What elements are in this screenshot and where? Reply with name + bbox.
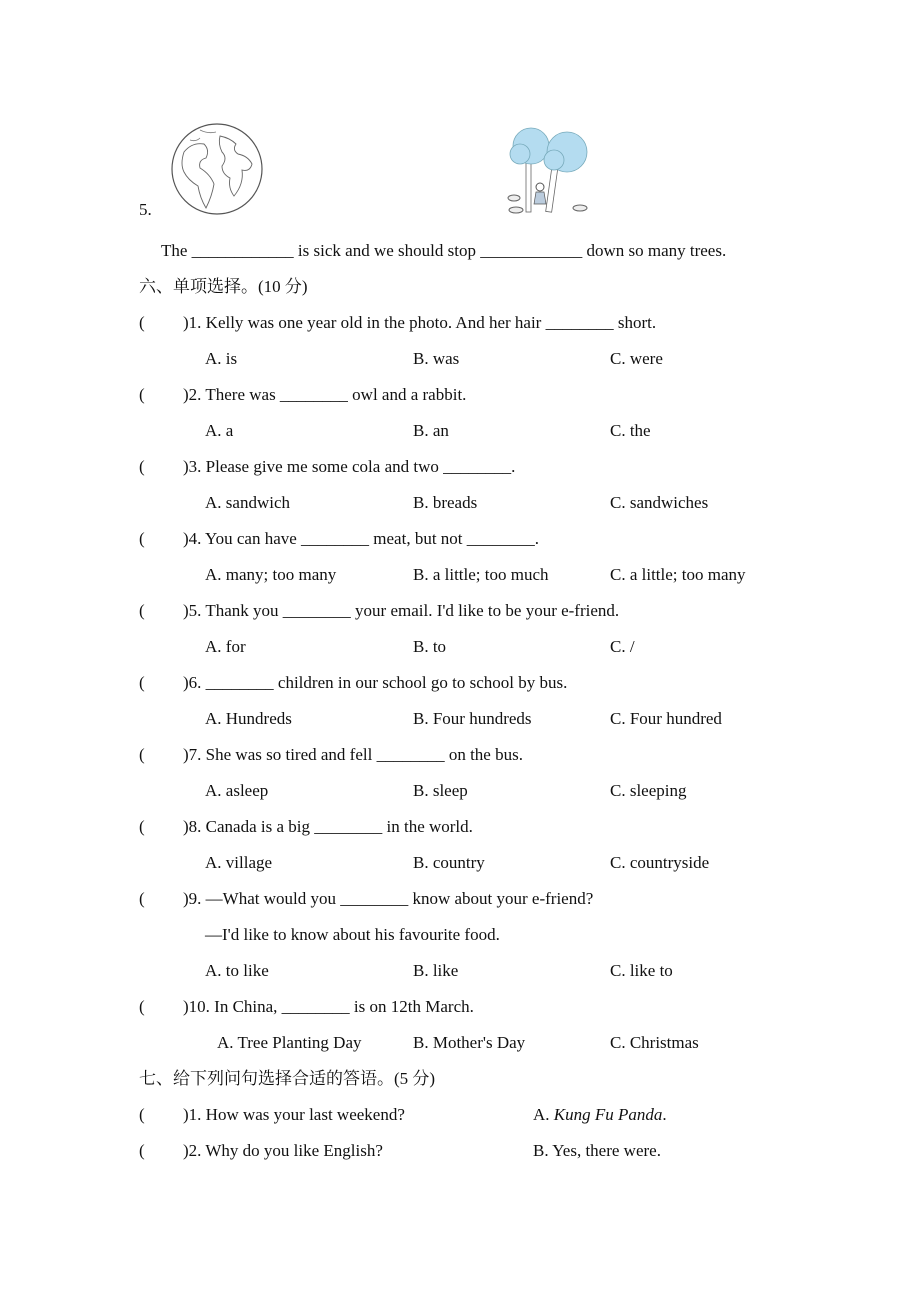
- options-row: [0, 485, 920, 521]
- answer-bracket[interactable]: (: [139, 529, 145, 548]
- answer-bracket[interactable]: (: [139, 457, 145, 476]
- answer-answer-letter: A.: [533, 1105, 554, 1124]
- option-c: C. were: [610, 349, 663, 368]
- answer-bracket[interactable]: (: [139, 385, 145, 404]
- section-heading: 七、给下列问句选择合适的答语。(5 分): [139, 1069, 436, 1088]
- option-a: A. Hundreds: [205, 709, 292, 728]
- question-row: [0, 737, 920, 773]
- question-text: )6. ________ children in our school go to school by bus.: [183, 673, 568, 692]
- options-row: [0, 413, 920, 449]
- option-c: C. /: [610, 637, 635, 656]
- question-text: )1. Kelly was one year old in the photo. And her hair ________ short.: [183, 313, 657, 332]
- option-b: B. Four hundreds: [413, 709, 532, 728]
- option-b: B. like: [413, 961, 459, 980]
- matching-row: [0, 1097, 920, 1133]
- answer-answer-letter: B.: [533, 1141, 553, 1160]
- option-b: B. an: [413, 421, 449, 440]
- question-row: [0, 449, 920, 485]
- question-row: [0, 989, 920, 1025]
- q5-sentence-line: [0, 233, 920, 269]
- answer-bracket[interactable]: (: [139, 889, 145, 908]
- options-row: [0, 629, 920, 665]
- question-row: [0, 305, 920, 341]
- option-b: B. a little; too much: [413, 565, 549, 584]
- option-a: A. is: [205, 349, 238, 368]
- option-c: C. Four hundred: [610, 709, 722, 728]
- question-text: )2. There was ________ owl and a rabbit.: [183, 385, 467, 404]
- question-row: [0, 377, 920, 413]
- question-row: [0, 881, 920, 917]
- option-b: B. to: [413, 637, 447, 656]
- question-row: [0, 593, 920, 629]
- question-text: )10. In China, ________ is on 12th March.: [183, 997, 474, 1016]
- question-text: )8. Canada is a big ________ in the world.: [183, 817, 473, 836]
- options-row: [0, 773, 920, 809]
- options-row: [0, 845, 920, 881]
- question-text: )3. Please give me some cola and two ________.: [183, 457, 516, 476]
- question-row: [0, 665, 920, 701]
- q5-number-line: [0, 192, 920, 228]
- options-row: [0, 557, 920, 593]
- option-b: B. Mother's Day: [413, 1033, 526, 1052]
- option-c: C. a little; too many: [610, 565, 746, 584]
- question-text: )9. —What would you ________ know about your e-friend?: [183, 889, 594, 908]
- answer-bracket[interactable]: (: [139, 673, 145, 692]
- question-extra-text: —I'd like to know about his favourite food.: [205, 925, 500, 944]
- question-text: )2. Why do you like English?: [183, 1141, 383, 1160]
- answer-answer: Yes, there were.: [552, 1141, 661, 1160]
- question-text: )5. Thank you ________ your email. I'd like to be your e-friend.: [183, 601, 620, 620]
- option-a: A. a: [205, 421, 234, 440]
- option-a: A. many; too many: [205, 565, 337, 584]
- option-c: C. Christmas: [610, 1033, 699, 1052]
- option-c: C. sandwiches: [610, 493, 709, 512]
- section7-heading-line: [0, 1061, 920, 1097]
- question-extra-row: [0, 917, 920, 953]
- q5-number: 5.: [139, 200, 152, 219]
- option-a: A. asleep: [205, 781, 269, 800]
- question-text: )1. How was your last weekend?: [183, 1105, 405, 1124]
- answer-answer: Kung Fu Panda: [553, 1105, 663, 1124]
- section-heading: 六、单项选择。(10 分): [139, 277, 308, 296]
- option-b: B. was: [413, 349, 460, 368]
- option-c: C. sleeping: [610, 781, 687, 800]
- answer-bracket[interactable]: (: [139, 745, 145, 764]
- matching-row: [0, 1133, 920, 1169]
- answer-choice: [533, 1133, 661, 1169]
- answer-bracket[interactable]: (: [139, 817, 145, 836]
- answer-bracket[interactable]: (: [139, 1141, 145, 1160]
- options-row: [0, 953, 920, 989]
- option-a: A. to like: [205, 961, 269, 980]
- option-b: B. sleep: [413, 781, 468, 800]
- option-a: A. for: [205, 637, 246, 656]
- options-row: [0, 1025, 920, 1061]
- option-a: A. village: [205, 853, 273, 872]
- option-c: C. like to: [610, 961, 673, 980]
- option-c: C. the: [610, 421, 651, 440]
- options-row: [0, 701, 920, 737]
- option-a: A. sandwich: [205, 493, 290, 512]
- option-c: C. countryside: [610, 853, 710, 872]
- question-row: [0, 521, 920, 557]
- options-row: [0, 341, 920, 377]
- answer-bracket[interactable]: (: [139, 1105, 145, 1124]
- q5-sentence: The ____________ is sick and we should stop ____________ down so many trees.: [161, 241, 727, 260]
- answer-bracket[interactable]: (: [139, 997, 145, 1016]
- section6-heading-line: [0, 269, 920, 305]
- option-a: A. Tree Planting Day: [217, 1033, 362, 1052]
- question-text: )7. She was so tired and fell ________ on the bus.: [183, 745, 523, 764]
- answer-choice: [533, 1097, 667, 1133]
- option-b: B. breads: [413, 493, 478, 512]
- question-text: )4. You can have ________ meat, but not ________.: [183, 529, 540, 548]
- option-b: B. country: [413, 853, 485, 872]
- answer-bracket[interactable]: (: [139, 601, 145, 620]
- answer-answer-end: .: [662, 1105, 667, 1124]
- question-row: [0, 809, 920, 845]
- answer-bracket[interactable]: (: [139, 313, 145, 332]
